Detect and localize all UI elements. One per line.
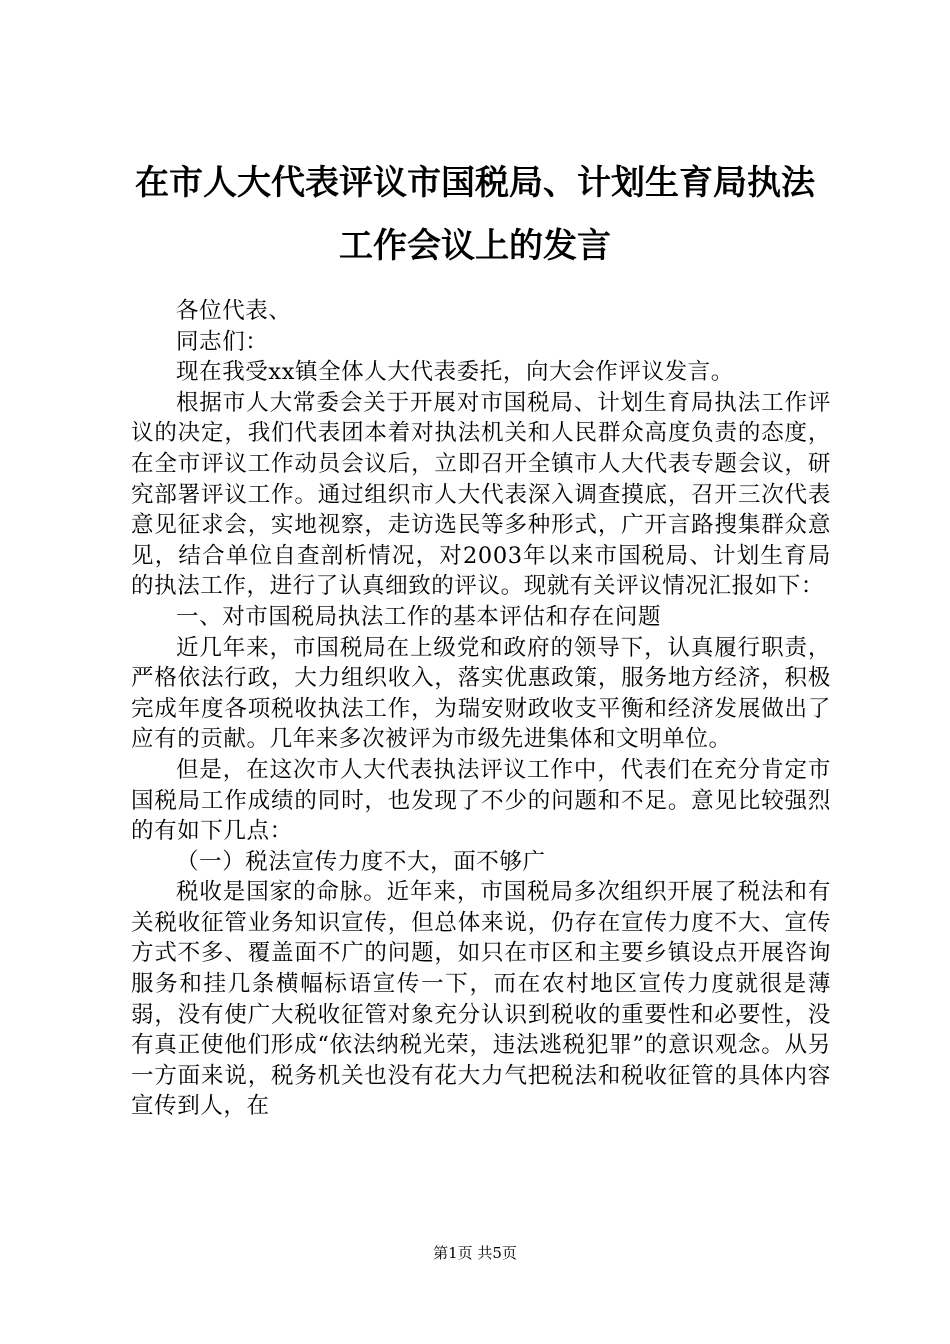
paragraph-tax-publicity: 税收是国家的命脉。近年来，市国税局多次组织开展了税法和有关税收征管业务知识宣传，但总体来说，仍存在宣传力度不大、宣传方式不多、覆盖面不广的问题，如只在市区和主要乡镇设点开展咨询服务和挂几条横幅标语宣传一下，而在农村地区宣传力度就很是薄弱，没有使广大税收征管对象充分认识到税收的重要性和必要性，没有真正使他们形成“依法纳税光荣，违法逃税犯罪”的意识观念。从另一方面来说，税务机关也没有花大力气把税法和税收征管的具体内容宣传到人，在 (131, 879, 831, 1120)
page-number-footer: 第1页 共5页 (433, 1244, 517, 1262)
paragraph-intro: 现在我受xx镇全体人大代表委托，向大会作评议发言。 (176, 359, 734, 386)
paragraph-background: 根据市人大常委会关于开展对市国税局、计划生育局执法工作评议的决定，我们代表团本着对执法机关和人民群众高度负责的态度，在全市评议工作动员会议后，立即召开全镇市人大代表专题会议，研究部署评议工作。通过组织市人大代表深入调查摸底，召开三次代表意见征求会，实地视察，走访选民等多种形式，广开言路搜集群众意见，结合单位自查剖析情况，对2003年以来市国税局、计划生育局的执法工作，进行了认真细致的评议。现就有关评议情况汇报如下： (131, 389, 831, 600)
document-title-line1: 在市人大代表评议市国税局、计划生育局执法 (135, 163, 815, 203)
subsection-heading-1: （一）税法宣传力度不大，面不够广 (176, 848, 546, 875)
salutation-comrades: 同志们： (176, 328, 269, 355)
salutation-representatives: 各位代表、 (176, 298, 292, 324)
section-heading-1: 一、对市国税局执法工作的基本评估和存在问题 (176, 603, 662, 630)
document-title-line2: 工作会议上的发言 (339, 226, 611, 266)
document-body (131, 296, 831, 1122)
paragraph-problems-intro: 但是，在这次市人大代表执法评议工作中，代表们在充分肯定市国税局工作成绩的同时，也发现了不少的问题和不足。意见比较强烈的有如下几点： (131, 756, 831, 845)
paragraph-achievements: 近几年来，市国税局在上级党和政府的领导下，认真履行职责，严格依法行政，大力组织收入，落实优惠政策，服务地方经济，积极完成年度各项税收执法工作，为瑞安财政收支平衡和经济发展做出了应有的贡献。几年来多次被评为市级先进集体和文明单位。 (131, 634, 831, 753)
